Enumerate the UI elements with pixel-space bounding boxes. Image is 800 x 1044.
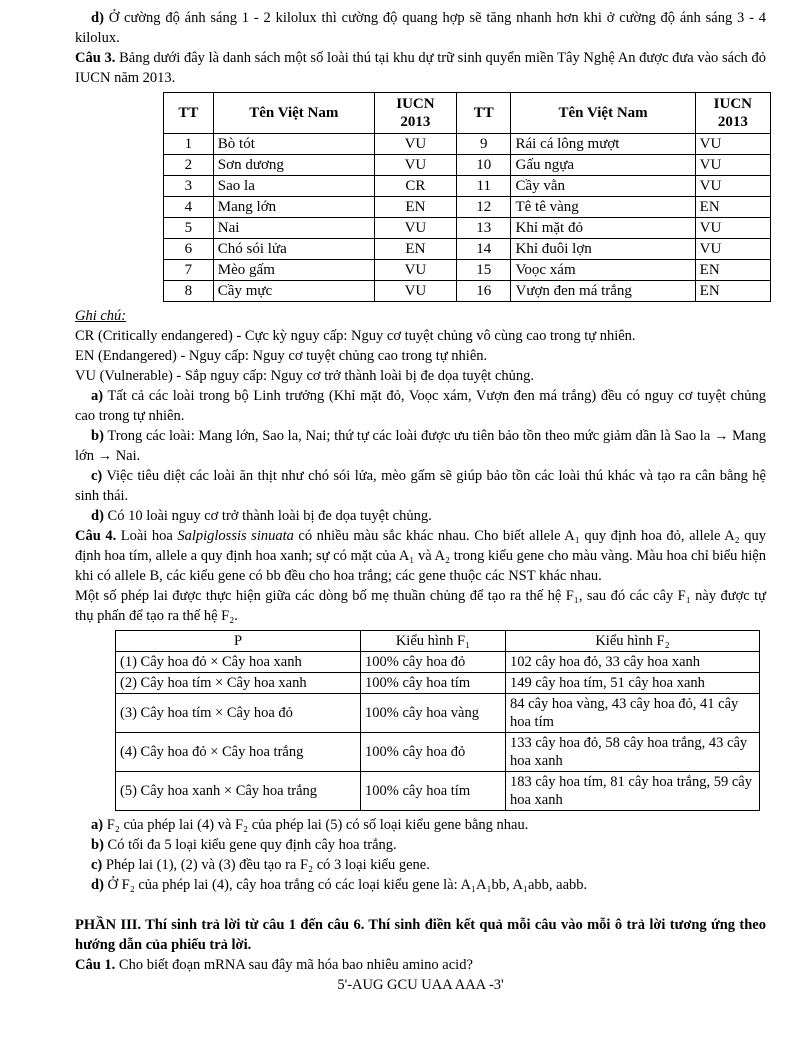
cell-tt: 15 <box>457 260 511 281</box>
table-header-row <box>116 631 760 652</box>
cell-name: Chó sói lửa <box>213 239 374 260</box>
col-iucn: IUCN 2013 <box>374 93 456 134</box>
statement-b <box>75 426 766 466</box>
cell-name: Khỉ đuôi lợn <box>511 239 695 260</box>
cross-table-body <box>116 652 760 811</box>
cell-name: Tê tê vàng <box>511 197 695 218</box>
table-row <box>164 260 771 281</box>
cell-tt: 3 <box>164 176 214 197</box>
cell-tt: 13 <box>457 218 511 239</box>
statement-label: b) <box>91 837 104 853</box>
statement-label: a) <box>91 388 104 404</box>
cell-f2: 102 cây hoa đỏ, 33 cây hoa xanh <box>506 652 760 673</box>
statement-text: Có tối đa 5 loại kiểu gene quy định cây hoa trắng. <box>107 837 397 853</box>
statement-text: Việc tiêu diệt các loài ăn thịt như chó sói lửa, mèo gấm sẽ giúp bảo tồn các loài thú khác và tạo ra cân bằng hệ sinh thái. <box>75 468 766 504</box>
statement-label: a) <box>91 817 104 833</box>
statement-label: d) <box>91 10 104 26</box>
cell-tt: 9 <box>457 134 511 155</box>
question-label: Câu 4. <box>75 528 117 544</box>
statement-text: F₂ của phép lai (4) và F₂ của phép lai (5) có số loại kiểu gene bằng nhau. <box>106 817 529 833</box>
cell-f1: 100% cây hoa tím <box>361 673 506 694</box>
cell-name: Sơn dương <box>213 155 374 176</box>
notes-list <box>75 326 766 386</box>
statement-text: Ở F₂ của phép lai (4), cây hoa trắng có các loại kiểu gene là: A₁A₁bb, A₁abb, aabb. <box>107 877 588 893</box>
question-text: Bảng dưới đây là danh sách một số loài thú tại khu dự trữ sinh quyển miền Tây Nghệ An được đưa vào sách đỏ IUCN năm 2013. <box>75 50 766 86</box>
q3-statements <box>75 386 766 526</box>
cell-tt: 12 <box>457 197 511 218</box>
cell-f2: 84 cây hoa vàng, 43 cây hoa đỏ, 41 cây hoa tím <box>506 694 760 733</box>
cell-p: (5) Cây hoa xanh × Cây hoa trắng <box>116 772 361 811</box>
cell-name: Nai <box>213 218 374 239</box>
table-row <box>164 281 771 302</box>
question-label: Câu 3. <box>75 50 116 66</box>
statement-text: Trong các loài: Mang lớn, Sao la, Nai; thứ tự các loài được ưu tiên bảo tồn theo mức giảm dần là Sao la → Mang lớn → Nai. <box>75 428 766 464</box>
cell-iucn: VU <box>374 218 456 239</box>
question-label: Câu 1. <box>75 957 116 973</box>
cell-name: Gấu ngựa <box>511 155 695 176</box>
col-f1: Kiểu hình F₁ <box>361 631 506 652</box>
iucn-table <box>163 92 771 302</box>
cell-name: Cầy mực <box>213 281 374 302</box>
cell-iucn: CR <box>374 176 456 197</box>
statement-text: Tất cả các loài trong bộ Linh trưởng (Khỉ mặt đỏ, Voọc xám, Vượn đen má trắng) đều có nguy cơ tuyệt chủng cao trong tự nhiên. <box>75 388 766 424</box>
cell-name: Mèo gấm <box>213 260 374 281</box>
statement-text: Phép lai (1), (2) và (3) đều tạo ra F₂ có 3 loại kiểu gene. <box>105 857 430 873</box>
cell-iucn: VU <box>374 134 456 155</box>
table-row <box>164 134 771 155</box>
cell-tt: 8 <box>164 281 214 302</box>
cell-name: Khỉ mặt đỏ <box>511 218 695 239</box>
cell-tt: 11 <box>457 176 511 197</box>
cell-f1: 100% cây hoa đỏ <box>361 652 506 673</box>
cell-f2: 133 cây hoa đỏ, 58 cây hoa trắng, 43 cây hoa xanh <box>506 733 760 772</box>
table-row <box>116 733 760 772</box>
question-4-para2: Một số phép lai được thực hiện giữa các dòng bố mẹ thuần chủng để tạo ra thế hệ F₁, sau đó các cây F₁ này được tự thụ phấn để tạo ra thế hệ F₂. <box>75 588 766 624</box>
cell-name: Vượn đen má trắng <box>511 281 695 302</box>
cell-iucn: EN <box>695 197 770 218</box>
question-3 <box>75 48 766 88</box>
statement-label: d) <box>91 877 104 893</box>
cell-tt: 6 <box>164 239 214 260</box>
statement-label: c) <box>91 468 103 484</box>
cell-p: (2) Cây hoa tím × Cây hoa xanh <box>116 673 361 694</box>
statement-d-top <box>75 8 766 48</box>
note-title: Ghi chú: <box>75 308 127 324</box>
cell-f1: 100% cây hoa đỏ <box>361 733 506 772</box>
part-3-title: PHẦN III. Thí sinh trả lời từ câu 1 đến câu 6. Thí sinh điền kết quả mỗi câu vào mỗi ô trả lời tương ứng theo hướng dẫn của phiếu trả lời. <box>75 917 766 953</box>
statement-label: d) <box>91 508 104 524</box>
cell-tt: 14 <box>457 239 511 260</box>
cell-name: Voọc xám <box>511 260 695 281</box>
cell-iucn: VU <box>374 281 456 302</box>
cell-tt: 5 <box>164 218 214 239</box>
species-name: Salpiglossis sinuata <box>177 528 294 544</box>
statement-text: Ở cường độ ánh sáng 1 - 2 kilolux thì cường độ quang hợp sẽ tăng nhanh hơn khi ở cường độ ánh sáng 3 - 4 kilolux. <box>75 10 766 46</box>
cell-iucn: VU <box>374 260 456 281</box>
col-tt: TT <box>164 93 214 134</box>
col-name: Tên Việt Nam <box>213 93 374 134</box>
cell-name: Rái cá lông mượt <box>511 134 695 155</box>
table-header-row <box>164 93 771 134</box>
statement-text: Có 10 loài nguy cơ trở thành loài bị đe dọa tuyệt chủng. <box>107 508 432 524</box>
cell-f1: 100% cây hoa vàng <box>361 694 506 733</box>
table-row <box>116 673 760 694</box>
cell-f2: 183 cây hoa tím, 81 cây hoa trắng, 59 cây hoa xanh <box>506 772 760 811</box>
cell-name: Cầy vằn <box>511 176 695 197</box>
cell-iucn: VU <box>695 176 770 197</box>
cross-table <box>115 630 760 811</box>
cell-f1: 100% cây hoa tím <box>361 772 506 811</box>
cell-name: Mang lớn <box>213 197 374 218</box>
mrna-sequence: 5'-AUG GCU UAA AAA -3' <box>337 977 504 993</box>
cell-p: (3) Cây hoa tím × Cây hoa đỏ <box>116 694 361 733</box>
cell-f2: 149 cây hoa tím, 51 cây hoa xanh <box>506 673 760 694</box>
col-f2: Kiểu hình F₂ <box>506 631 760 652</box>
col-p: P <box>116 631 361 652</box>
cell-p: (4) Cây hoa đỏ × Cây hoa trắng <box>116 733 361 772</box>
cell-name: Sao la <box>213 176 374 197</box>
cell-tt: 10 <box>457 155 511 176</box>
cell-iucn: VU <box>695 218 770 239</box>
iucn-table-body <box>164 134 771 302</box>
cell-tt: 16 <box>457 281 511 302</box>
table-row <box>164 218 771 239</box>
table-row <box>116 652 760 673</box>
statement-a <box>75 815 766 835</box>
table-row <box>116 772 760 811</box>
table-row <box>164 176 771 197</box>
statement-a <box>75 386 766 426</box>
cell-tt: 1 <box>164 134 214 155</box>
col-tt: TT <box>457 93 511 134</box>
note-line: VU (Vulnerable) - Sắp nguy cấp: Nguy cơ trở thành loài bị đe dọa tuyệt chủng. <box>75 368 535 384</box>
cell-tt: 2 <box>164 155 214 176</box>
col-iucn: IUCN 2013 <box>695 93 770 134</box>
statement-c <box>75 466 766 506</box>
cell-name: Bò tót <box>213 134 374 155</box>
part3-question-1: Câu 1. Cho biết đoạn mRNA sau đây mã hóa bao nhiêu amino acid? <box>75 957 473 973</box>
cell-tt: 4 <box>164 197 214 218</box>
table-row <box>164 239 771 260</box>
cell-iucn: VU <box>695 239 770 260</box>
question-4: Câu 4. Loài hoa Salpiglossis sinuata có nhiều màu sắc khác nhau. Cho biết allele A₁ quy định hoa đỏ, allele A₂ quy định hoa tím, allele a quy định hoa xanh; sự có mặt của A₁ và A₂ trong kiểu gene cho màu vàng. Màu hoa chỉ biểu hiện khi có allele B, các kiểu gene có bb đều cho hoa trắng; các gene thuộc các NST khác nhau. <box>75 528 767 584</box>
statement-c <box>75 855 766 875</box>
table-row <box>164 197 771 218</box>
statement-label: b) <box>91 428 104 444</box>
statement-d <box>75 875 766 895</box>
statement-b <box>75 835 766 855</box>
note-line: CR (Critically endangered) - Cực kỳ nguy cấp: Nguy cơ tuyệt chủng vô cùng cao trong tự nhiên. <box>75 328 636 344</box>
cell-iucn: EN <box>374 197 456 218</box>
statement-d <box>75 506 766 526</box>
cell-iucn: VU <box>695 155 770 176</box>
cell-iucn: EN <box>695 281 770 302</box>
cell-iucn: EN <box>374 239 456 260</box>
cell-p: (1) Cây hoa đỏ × Cây hoa xanh <box>116 652 361 673</box>
cell-iucn: VU <box>374 155 456 176</box>
q4-statements <box>75 815 766 895</box>
cell-iucn: EN <box>695 260 770 281</box>
note-line: EN (Endangered) - Nguy cấp: Nguy cơ tuyệt chủng cao trong tự nhiên. <box>75 348 488 364</box>
table-row <box>116 694 760 733</box>
table-row <box>164 155 771 176</box>
col-name: Tên Việt Nam <box>511 93 695 134</box>
cell-tt: 7 <box>164 260 214 281</box>
cell-iucn: VU <box>695 134 770 155</box>
statement-label: c) <box>91 857 103 873</box>
